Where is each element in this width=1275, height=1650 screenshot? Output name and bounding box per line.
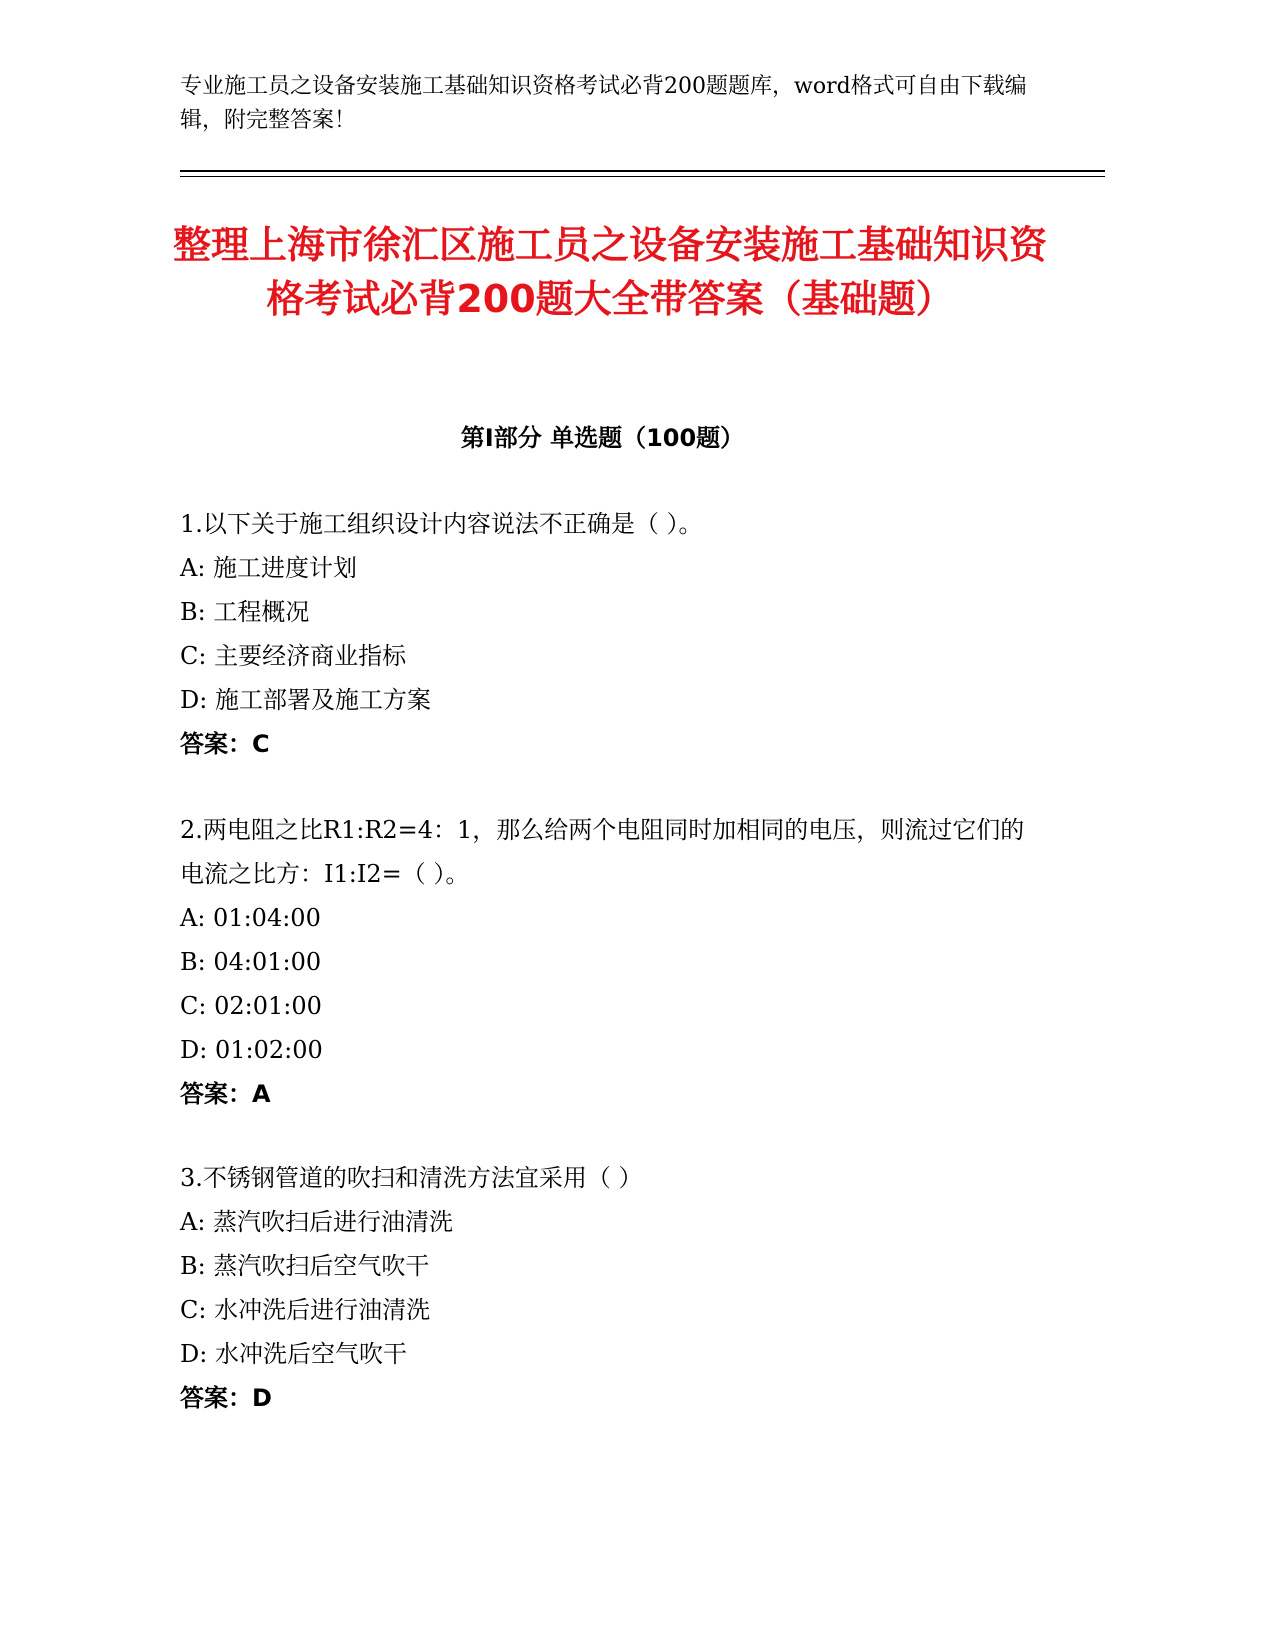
question-stem: 2.两电阻之比R1:R2=4：1，那么给两个电阻同时加相同的电压，则流过它们的电流之比方：I1:I2=（ ）。 <box>180 816 1025 888</box>
option-a: A: 01:04:00 <box>180 904 321 932</box>
question-3 <box>180 1156 1030 1420</box>
option-d: D: 水冲洗后空气吹干 <box>180 1340 407 1368</box>
section-heading: 第I部分 单选题（100题） <box>460 424 745 452</box>
option-d: D: 施工部署及施工方案 <box>180 686 431 714</box>
answer: 答案：C <box>180 730 270 758</box>
header-divider-thin <box>180 176 1105 177</box>
option-b: B: 蒸汽吹扫后空气吹干 <box>180 1252 430 1280</box>
header-note: 专业施工员之设备安装施工基础知识资格考试必背200题题库，word格式可自由下载编辑，附完整答案！ <box>180 74 1027 133</box>
option-c: C: 主要经济商业指标 <box>180 642 407 670</box>
question-2 <box>180 808 1030 1116</box>
question-stem: 1.以下关于施工组织设计内容说法不正确是（ ）。 <box>180 510 703 538</box>
header-divider <box>180 170 1105 172</box>
document-title: 整理上海市徐汇区施工员之设备安装施工基础知识资格考试必背200题大全带答案（基础题） <box>172 223 1047 321</box>
answer: 答案：D <box>180 1384 272 1412</box>
question-1 <box>180 502 1030 766</box>
answer: 答案：A <box>180 1080 271 1108</box>
option-a: A: 施工进度计划 <box>180 554 358 582</box>
option-a: A: 蒸汽吹扫后进行油清洗 <box>180 1208 454 1236</box>
question-stem: 3.不锈钢管道的吹扫和清洗方法宜采用（ ） <box>180 1164 643 1192</box>
option-d: D: 01:02:00 <box>180 1036 323 1064</box>
option-c: C: 02:01:00 <box>180 992 322 1020</box>
option-c: C: 水冲洗后进行油清洗 <box>180 1296 431 1324</box>
option-b: B: 04:01:00 <box>180 948 322 976</box>
option-b: B: 工程概况 <box>180 598 310 626</box>
